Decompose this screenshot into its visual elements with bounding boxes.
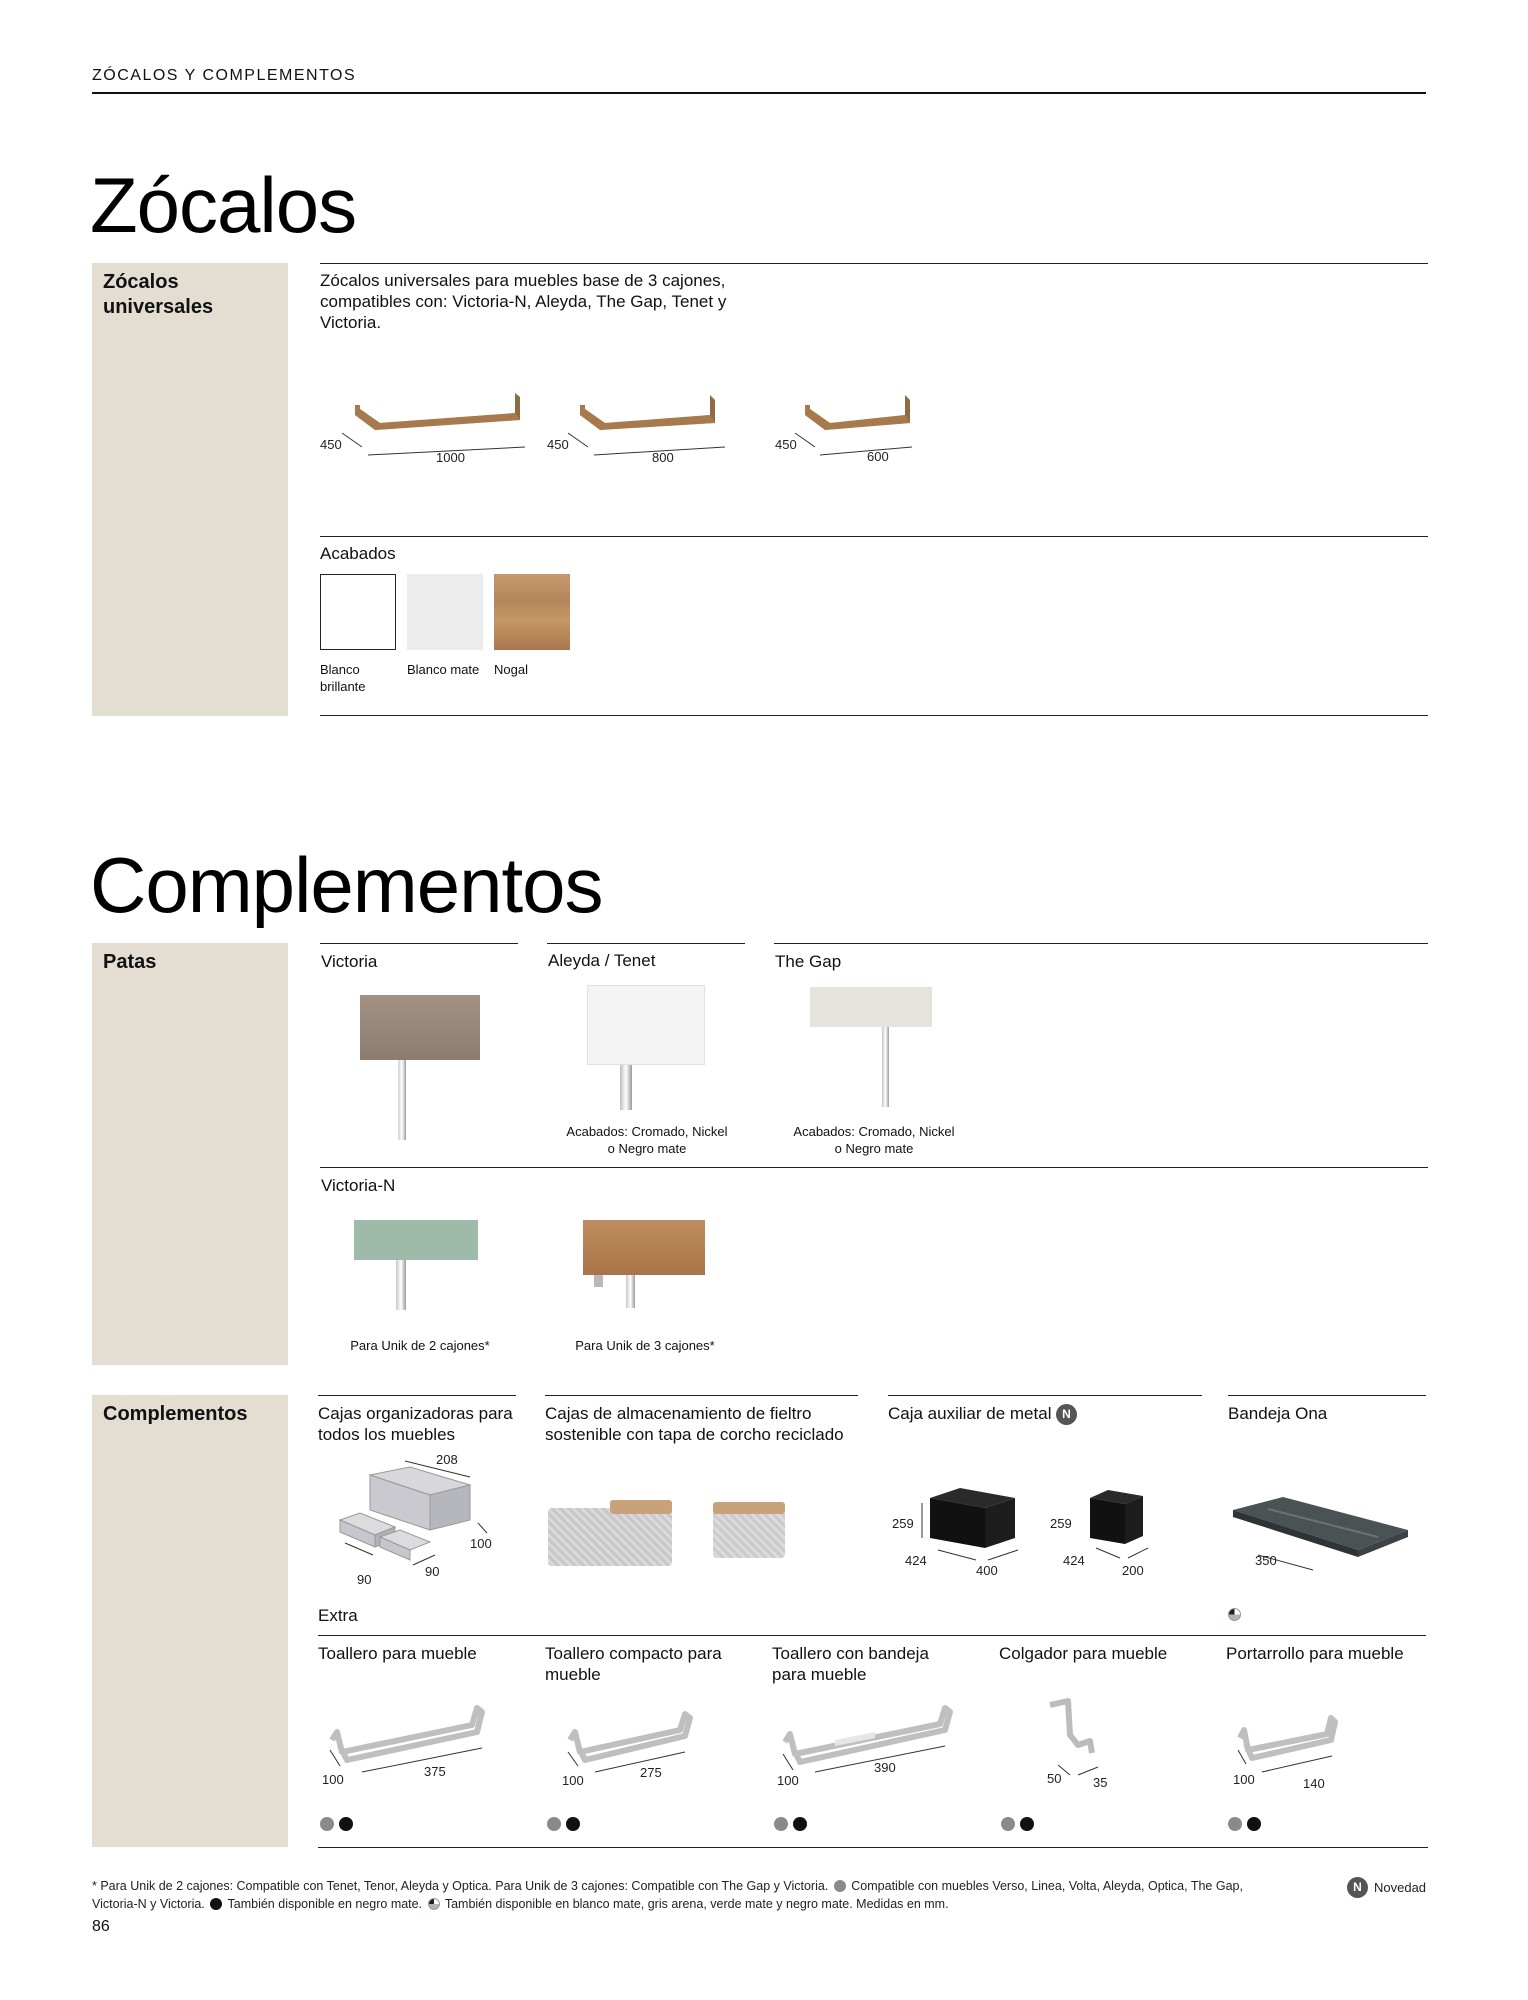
cajas-organizadoras-dim-208: 208 xyxy=(436,1452,458,1467)
multicolor-swatch-icon xyxy=(1228,1608,1241,1621)
pata-victoria-n-3-leg-right xyxy=(626,1275,635,1308)
portarrollo-dim-100: 100 xyxy=(1233,1772,1255,1787)
zocalos-bottom-rule xyxy=(320,715,1428,716)
patas-side-title: Patas xyxy=(103,951,157,973)
toallero-bandeja-dim-100: 100 xyxy=(777,1773,799,1788)
swatch-blanco-mate xyxy=(407,574,483,650)
footer-black-dot-icon xyxy=(210,1898,222,1910)
zocalos-side-title: Zócalos universales xyxy=(103,271,214,318)
pata-gap-note: Acabados: Cromado, Nickel o Negro mate xyxy=(793,1124,955,1156)
patas-rule-victoria xyxy=(320,943,518,944)
swatch-nogal-label: Nogal xyxy=(494,662,528,677)
caja-metal-200-dim-w: 200 xyxy=(1122,1563,1144,1578)
toallero-grey-dot xyxy=(320,1817,334,1831)
cajas-organizadoras-drawing xyxy=(335,1465,485,1575)
toallero-black-dot xyxy=(339,1817,353,1831)
rule-cajas-organizadoras xyxy=(318,1395,516,1396)
complementos-title: Complementos xyxy=(90,841,603,929)
footer-novedad-badge-icon: N xyxy=(1347,1877,1368,1898)
swatch-blanco-brillante-label: Blanco brillante xyxy=(320,662,366,694)
patas-rule-aleyda xyxy=(547,943,745,944)
cajas-fieltro-label: Cajas de almacenamiento de fieltro sostenible con tapa de corcho reciclado xyxy=(545,1404,844,1444)
zocalos-title: Zócalos xyxy=(90,161,357,249)
extra-bottom-rule xyxy=(318,1847,1428,1848)
pata-gap-leg xyxy=(882,1027,889,1107)
pata-victoria-n-3-note: Para Unik de 3 cajones* xyxy=(575,1338,715,1353)
caja-metal-200-dim-d: 424 xyxy=(1063,1553,1085,1568)
toallero-bandeja-label: Toallero con bandeja para mueble xyxy=(772,1644,929,1684)
colgador-dim-50: 50 xyxy=(1047,1771,1062,1786)
colgador-label: Colgador para mueble xyxy=(999,1644,1168,1663)
caja-metal-200-dim-h: 259 xyxy=(1050,1516,1072,1531)
footer-novedad-label: Novedad xyxy=(1374,1880,1427,1895)
extra-rule xyxy=(318,1635,1426,1636)
rule-caja-metal xyxy=(888,1395,1202,1396)
pata-aleyda-leg xyxy=(620,1065,632,1110)
caja-metal-400-dim-h: 259 xyxy=(892,1516,914,1531)
footer-multicolor-icon xyxy=(428,1898,440,1910)
toallero-bandeja-dim-390: 390 xyxy=(874,1760,896,1775)
caja-fieltro-small-image xyxy=(713,1510,785,1558)
footer-black-note: También disponible en negro mate. xyxy=(227,1897,423,1911)
pata-victoria-leg xyxy=(398,1060,406,1140)
caja-fieltro-large-image xyxy=(548,1508,672,1566)
toallero-compacto-grey-dot xyxy=(547,1817,561,1831)
colgador-black-dot xyxy=(1020,1817,1034,1831)
portarrollo-dim-140: 140 xyxy=(1303,1776,1325,1791)
toallero-dim-100: 100 xyxy=(322,1772,344,1787)
acabados-rule xyxy=(320,536,1428,537)
pata-aleyda-note: Acabados: Cromado, Nickel o Negro mate xyxy=(566,1124,728,1156)
extra-title: Extra xyxy=(318,1606,358,1625)
plinth-800-width: 800 xyxy=(652,450,674,465)
toallero-compacto-dim-275: 275 xyxy=(640,1765,662,1780)
swatch-blanco-mate-label: Blanco mate xyxy=(407,662,480,677)
acabados-title: Acabados xyxy=(320,544,396,563)
caja-fieltro-small-lid xyxy=(713,1502,785,1514)
footer-multicolor-note: También disponible en blanco mate, gris arena, verde mate y negro mate. Medidas en mm. xyxy=(444,1897,949,1911)
rule-bandeja-ona xyxy=(1228,1395,1426,1396)
bandeja-ona-dim: 350 xyxy=(1255,1553,1277,1568)
footer-note-text: * Para Unik de 2 cajones: Compatible con Tenet, Tenor, Aleyda y Optica. Para Unik de 3 cajones: Compatible con The Gap y Victoria. xyxy=(92,1879,829,1893)
pata-victoria-n-2-leg xyxy=(396,1260,406,1310)
zocalos-description: Zócalos universales para muebles base de 3 cajones, compatibles con: Victoria-N, Aleyda, The Gap, Tenet y Victoria. xyxy=(320,271,727,332)
cajas-organizadoras-dim-90b: 90 xyxy=(425,1564,440,1579)
swatch-nogal xyxy=(494,574,570,650)
portarrollo-black-dot xyxy=(1247,1817,1261,1831)
caja-metal-400-dim-d: 424 xyxy=(905,1553,927,1568)
portarrollo-label: Portarrollo para mueble xyxy=(1226,1644,1404,1663)
complementos-side-title: Complementos xyxy=(103,1403,248,1425)
patas-side-panel xyxy=(92,943,288,1365)
plinth-800-depth: 450 xyxy=(547,437,569,452)
toallero-drawing xyxy=(322,1690,502,1780)
zocalos-top-rule xyxy=(320,263,1428,264)
patas-rule-gap xyxy=(774,943,1428,944)
pata-gap-label: The Gap xyxy=(775,952,842,971)
rule-cajas-fieltro xyxy=(545,1395,858,1396)
pata-aleyda-label: Aleyda / Tenet xyxy=(548,951,656,970)
pata-victoria-n-3-image xyxy=(583,1220,705,1275)
pata-victoria-label: Victoria xyxy=(321,952,378,971)
pata-gap-image xyxy=(810,987,932,1027)
toallero-compacto-label: Toallero compacto para mueble xyxy=(545,1644,722,1684)
colgador-dim-35: 35 xyxy=(1093,1775,1108,1790)
cajas-organizadoras-dim-100: 100 xyxy=(470,1536,492,1551)
pata-victoria-n-2-note: Para Unik de 2 cajones* xyxy=(350,1338,490,1353)
plinth-600-width: 600 xyxy=(867,449,889,464)
toallero-compacto-dim-100: 100 xyxy=(562,1773,584,1788)
plinth-1000-depth: 450 xyxy=(320,437,342,452)
bandeja-ona-label: Bandeja Ona xyxy=(1228,1404,1328,1423)
footer-grey-dot-icon xyxy=(834,1880,846,1892)
toallero-label: Toallero para mueble xyxy=(318,1644,477,1663)
colgador-grey-dot xyxy=(1001,1817,1015,1831)
toallero-bandeja-drawing xyxy=(775,1690,965,1780)
patas-victoria-n-rule xyxy=(320,1167,1428,1168)
footer-note xyxy=(92,1877,1272,1913)
toallero-dim-375: 375 xyxy=(424,1764,446,1779)
caja-metal-label: Caja auxiliar de metal xyxy=(888,1404,1052,1423)
toallero-bandeja-black-dot xyxy=(793,1817,807,1831)
caja-fieltro-large-lid xyxy=(610,1500,672,1514)
plinth-1000-width: 1000 xyxy=(436,450,465,465)
plinth-600-depth: 450 xyxy=(775,437,797,452)
page-number: 86 xyxy=(92,1918,110,1935)
toallero-bandeja-grey-dot xyxy=(774,1817,788,1831)
section-header: ZÓCALOS Y COMPLEMENTOS xyxy=(92,67,357,84)
pata-victoria-n-3-leg-left xyxy=(594,1275,603,1287)
cajas-organizadoras-dim-90a: 90 xyxy=(357,1572,372,1587)
footer-grey-note: Compatible con muebles Verso, Linea, Volta, Aleyda, Optica, The Gap, Victoria-N y Victoria. xyxy=(92,1879,1243,1911)
toallero-compacto-black-dot xyxy=(566,1817,580,1831)
pata-aleyda-image xyxy=(587,985,705,1065)
pata-victoria-n-label: Victoria-N xyxy=(321,1176,396,1195)
header-rule xyxy=(92,92,1426,94)
pata-victoria-n-2-image xyxy=(354,1220,478,1260)
portarrollo-grey-dot xyxy=(1228,1817,1242,1831)
novedad-badge-icon: N xyxy=(1056,1404,1077,1425)
caja-metal-400-dim-w: 400 xyxy=(976,1563,998,1578)
cajas-organizadoras-label: Cajas organizadoras para todos los muebles xyxy=(318,1404,513,1444)
swatch-blanco-brillante xyxy=(320,574,396,650)
pata-victoria-image xyxy=(360,995,480,1060)
complementos-side-panel xyxy=(92,1395,288,1847)
zocalos-side-panel xyxy=(92,263,288,716)
